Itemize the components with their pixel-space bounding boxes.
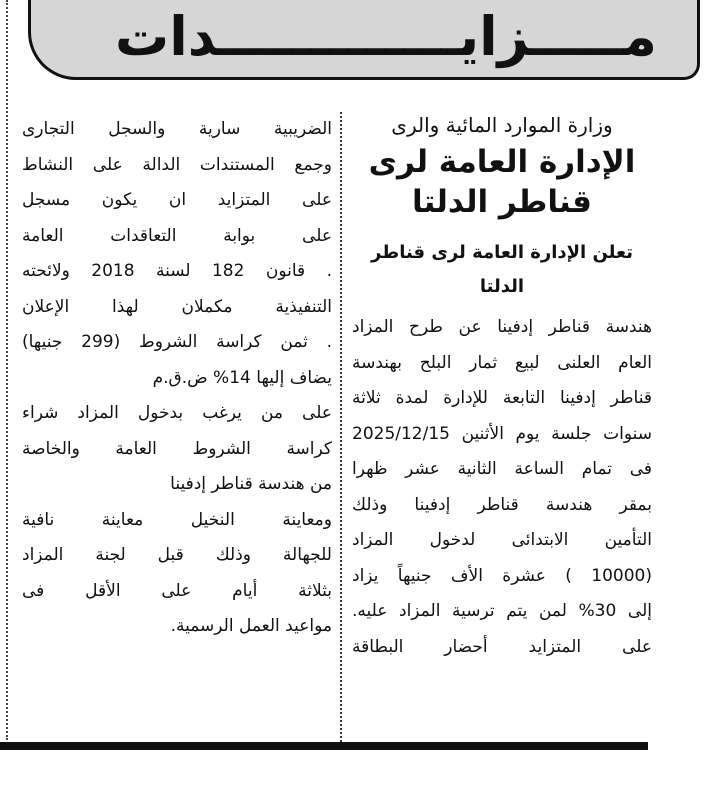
body-line: على من يرغب بدخول المزاد شراء bbox=[22, 403, 332, 423]
body-line: للجهالة وذلك قبل لجنة المزاد bbox=[22, 545, 332, 565]
body-line: قناطر إدفينا التابعة للإدارة لمدة ثلاثة bbox=[352, 388, 652, 408]
body-line: فى تمام الساعة الثانية عشر ظهرا bbox=[352, 459, 652, 479]
right-body-text bbox=[352, 310, 652, 665]
body-line: (10000 ) عشرة الأف جنيهاً يزاد bbox=[352, 565, 652, 586]
body-line: إلى 30% لمن يتم ترسية المزاد عليه. bbox=[352, 601, 652, 621]
intro-text bbox=[352, 236, 652, 304]
body-line: على بوابة التعاقدات العامة bbox=[22, 225, 332, 246]
notice-right-column bbox=[352, 108, 652, 665]
authority-name-line-2: قناطر الدلتا bbox=[412, 184, 592, 220]
section-title: مـــــزايـــــــــــــدات bbox=[114, 5, 657, 68]
body-line: هندسة قناطر إدفينا عن طرح المزاد bbox=[352, 317, 652, 337]
body-line: . ثمن كراسة الشروط (299 جنيها) bbox=[22, 332, 332, 352]
column-divider bbox=[340, 112, 342, 742]
body-line: على المتزايد أحضار البطاقة bbox=[352, 636, 652, 657]
notice-left-column bbox=[22, 112, 332, 645]
body-line: التأمين الابتدائى لدخول المزاد bbox=[352, 530, 652, 550]
body-line: . قانون 182 لسنة 2018 ولائحته bbox=[22, 261, 332, 281]
body-line: يضاف إليها 14% ض.ق.م bbox=[152, 367, 332, 388]
body-line: من هندسة قناطر إدفينا bbox=[170, 474, 332, 494]
body-line: الضريبية سارية والسجل التجارى bbox=[22, 119, 332, 139]
intro-line: الدلتا bbox=[479, 276, 525, 297]
body-line: كراسة الشروط العامة والخاصة bbox=[22, 438, 332, 459]
left-dotted-border bbox=[6, 0, 8, 740]
body-line: بمقر هندسة قناطر إدفينا وذلك bbox=[352, 494, 652, 515]
body-line: العام العلنى لبيع ثمار البلح بهندسة bbox=[352, 352, 652, 373]
body-line: وجمع المستندات الدالة على النشاط bbox=[22, 154, 332, 175]
body-line: مواعيد العمل الرسمية. bbox=[170, 616, 332, 636]
section-header bbox=[28, 0, 700, 80]
authority-name-line-1: الإدارة العامة لرى bbox=[368, 144, 636, 180]
body-line: على المتزايد ان يكون مسجل bbox=[22, 190, 332, 210]
intro-line: تعلن الإدارة العامة لرى قناطر bbox=[371, 242, 633, 263]
body-line: سنوات جلسة يوم الأثنين 2025/12/15 bbox=[352, 423, 652, 444]
body-line: بثلاثة أيام على الأقل فى bbox=[22, 580, 332, 601]
body-line: ومعاينة النخيل معاينة نافية bbox=[22, 509, 332, 530]
bottom-rule bbox=[0, 742, 648, 750]
body-line: التنفيذية مكملان لهذا الإعلان bbox=[22, 296, 332, 317]
ministry-name: وزارة الموارد المائية والرى bbox=[391, 113, 613, 137]
